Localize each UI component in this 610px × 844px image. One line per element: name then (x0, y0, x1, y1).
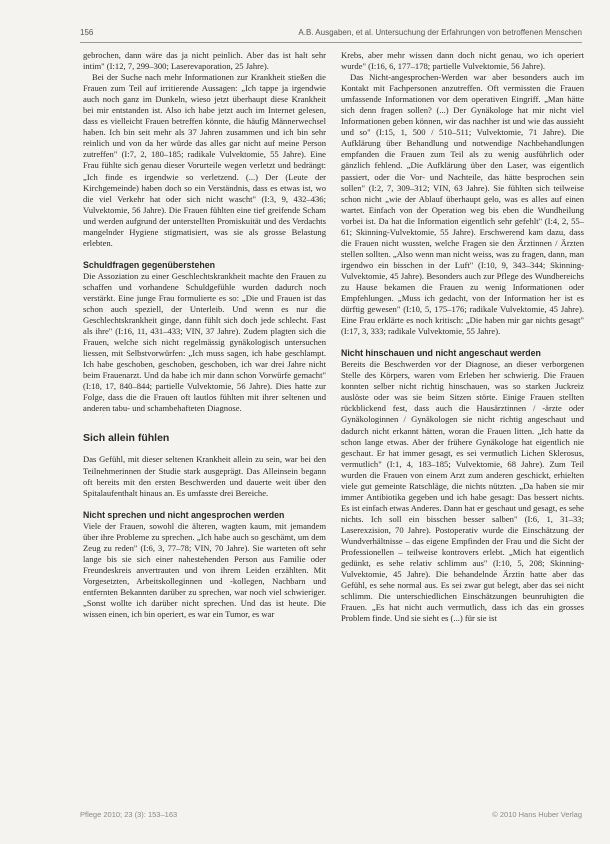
subheading-nicht-hinschauen: Nicht hinschauen und nicht angeschaut werden (341, 348, 541, 359)
paragraph: gebrochen, dann wäre das ja nicht peinlich. Aber das ist halt sehr intim" (I:12, 7, 299–300; Laserevaporation, 25 Jahre). (83, 50, 326, 72)
right-column (341, 50, 584, 624)
paragraph: Viele der Frauen, sowohl die älteren, wagten kaum, mit jemandem über ihre Probleme zu sprechen. „Ich habe auch so geschämt, um dem Zeug zu reden" (I:6, 3, 77–78; VIN, 70 Jahre). Sie warteten oft sehr lange bis sie sich einer nahestehenden Person aus Familie oder Freundeskreis anvertrauten und von ihrem Leiden erzählten. Mit Vorgesetzten, Arbeitskolleginnen und -kollegen, Nachbarn und entfernten Bekannten darüber zu sprechen, war noch viel schwieriger. „Sonst wollte ich darüber nicht sprechen. Und das ist heute. Die wissen einen, ich bin operiert, es war ein Tumor, es war (83, 520, 326, 620)
publisher-note: © 2010 Hans Huber Verlag (492, 810, 582, 819)
section-heading-allein: Sich allein fühlen (83, 432, 170, 445)
paragraph: Bereits die Beschwerden vor der Diagnose, an dieser verborgenen Stelle des Körpers, waren vom Erleben her schwierig. Die Frauen konnten selber nicht richtig hinschauen, was so starken Juckreiz auslöste oder was sie beim Sitzen störte. Einige Frauen stellten rückblickend fest, dass auch die Hausärztinnen / -ärzte oder Gynäkologinnen / Gynäkologen sie nicht richtig angeschaut und dadurch nicht erkannt hätten, woran die Frauen litten. „Ich hatte da schon lange etwas. Aber der frühere Gynäkologe hat eigentlich nie geschaut. Er hat immer gesagt, es sei vermutlich Lichen Sklerosus, vermutlich" (I:1, 4, 183–185; Vulvektomie, 68 Jahre). Zum Teil wurden die Frauen von einem Arzt zum anderen geschickt, erhielten viele gut gemeinte Ratschläge, die nichts nützten. „Da haben sie mir immer Antibiotika gegeben und ich habe gesagt: Das bessert nichts. Es ist einfach etwas Anderes. Dann hat er geschaut und gesagt, es sehe nichts. Ich soll ein bisschen besser salben" (I:6, 1, 31–33; Laserexzision, 70 Jahre). Postoperativ wurde die Einschätzung der Wundverhältnisse – das eigene Empfinden der Frau und die Sicht der Professionellen – teilweise kontrovers erlebt. „Mich hat eigentlich gedünkt, es sehe relativ schlimm aus" (I:10, 5, 208; Skinning-Vulvektomie, 45 Jahre). Die behandelnde Ärztin hatte aber das Gefühl, es sehe normal aus. Es sei zwar gut belegt, aber das sei nicht schlimm. Die unterschiedlichen Einschätzungen beunruhigten die Frauen. „Es hat nicht auch vermutlich, dass ich das ein grosses Problem finde. Und sie sieht es (...) für sie ist (341, 359, 584, 624)
journal-citation: Pflege 2010; 23 (3): 153–163 (80, 810, 178, 819)
page-header (80, 28, 582, 43)
running-title: A.B. Ausgaben, et al. Untersuchung der Erfahrungen von betroffenen Menschen (298, 28, 582, 37)
paragraph: Die Assoziation zu einer Geschlechtskrankheit machte den Frauen zu schaffen und vorhandene Schuldgefühle wurden dadurch noch verstärkt. Eine junge Frau formulierte es so: „Die und Frauen ist das schon auch speziell, der Unterleib. Und wenn es nur die Geschlechtskrankheit ginge, dann fühlt sich doch jede schlecht. Fast als ihre" (I:16, 11, 431–433; VIN, 37 Jahre). Zudem plagten sich die Frauen, welche sich nicht regelmässig gynäkologisch untersuchen liessen, mit Selbstvorwürfen: „Ich muss sagen, ich habe geschlampt. Ich habe geschoben, geschoben, geschoben, ich war drei Jahre nicht beim Frauenarzt. Und da habe ich mir dann schon Vorwürfe gemacht" (I:18, 17, 840–844; partielle Vulvektomie, 56 Jahre). Dies hatte zur Folge, dass die die Frauen oft lautlos fühlten mit ihrer seltenen und anderen tabu- und schambehafteten Diagnose. (83, 270, 326, 414)
left-column (83, 50, 326, 620)
paragraph: Krebs, aber mehr wissen dann doch nicht genau, wo ich operiert wurde" (I:16, 6, 177–178; partielle Vulvektomie, 56 Jahre). (341, 50, 584, 72)
subheading-nicht-sprechen: Nicht sprechen und nicht angesprochen werden (83, 509, 285, 520)
page-footer (80, 810, 582, 822)
paragraph: Das Nicht-angesprochen-Werden war aber besonders auch im Kontakt mit Fachpersonen anzutreffen. Oft vermissten die Frauen umfassende Informationen vor dem operativen Eingriff. „Man hätte sich denn fragen sollen? (...) Der Gynäkologe hat mir nicht viel Informationen geben können, wir das nachher ist und wie das aussieht und so" (I:15, 1, 500 / 510–511; Vulvektomie, 71 Jahre). Die Aufklärung über Behandlung und notwendige Nachbehandlungen empfanden die Frauen zum Teil als zu wenig ausführlich oder gänzlich fehlend. „Die Aufklärung über den Laser, was eigentlich passiert, oder die Vor- und Nachteile, das hätte besprochen sein sollen" (I:2, 7, 309–312; VIN, 63 Jahre). Sie fühlten sich teilweise schon nicht „wie der Ablauf überhaupt gelo, was es alles auf einen wartet. Einfach von der Operation weg bis eben die Wundheilung vorbei ist. Da hat die Information eigentlich sehr gefehlt" (I:4, 2, 55–61; Skinning-Vulvektomie, 55 Jahre). Erschwerend kam dazu, dass die Frauen nicht wussten, welche Fragen sie den Ärztinnen / Ärzten stellen sollten. „Also wenn man nicht weiss, was zu fragen, dann, man irgendwo ein bisschen in der Luft" (I:10, 9, 343–344; Skinning-Vulvektomie, 45 Jahre). Besonders auch zur Pflege des Wundbereichs zu Hause bekamen die Frauen zu wenig Informationen oder Empfehlungen. „Muss ich gedacht, von der Information her ist es dürftig gewesen" (I:10, 5, 175–176; radikale Vulvektomie, 45 Jahre). Eine Frau erklärte es noch kritisch: „Die haben mir gar nichts gesagt" (I:17, 3, 333; radikale Vulvektomie, 55 Jahre). (341, 72, 584, 337)
subheading-schuldfragen: Schuldfragen gegenüberstehen (83, 259, 215, 270)
paragraph: Das Gefühl, mit dieser seltenen Krankheit allein zu sein, war bei den Teilnehmerinnen der Studie stark ausgeprägt. Das Alleinsein begann oft bereits mit den ersten Beschwerden und dauerte weit über den Spitalaufenthalt hinaus an. Es umfasste drei Bereiche. (83, 454, 326, 498)
paragraph: Bei der Suche nach mehr Informationen zur Krankheit stießen die Frauen zum Teil auf irritierende Aussagen: „Ich tappe ja irgendwie auch noch ganz im Dunkeln, wieso jetzt überhaupt diese Krankheit bei mir entstanden ist. Also ich habe jetzt auch im Internet gelesen, dass es vielleicht Frauen betreffen könnte, die häufig Männerwechsel haben. Ich bin seit mehr als 37 Jahren zusammen und ich bin sehr reinlich und von da her würde das alles gar nicht auf meine Person zutreffen" (I:7, 2, 180–185; radikale Vulvektomie, 55 Jahre). Eine Frau fühlte sich genau dieser Vorurteile wegen verletzt und bedrängt: „Ich finde es irgendwie so verletzend. (...) Der (Leute der Kirchgemeinde) haben doch so ein Verständnis, dass es etwas ist, wo die viel Verkehr hat oder sich nicht wascht" (I:3, 9, 432–436; Vulvektomie, 56 Jahre). Die Frauen fühlten eine tief greifende Scham und werden aufgrund der unterstellten Promiskuität und des Verdachts mangelnder Hygiene stigmatisiert, was sie als grosse Belastung erlebten. (83, 72, 326, 248)
page-number: 156 (80, 28, 94, 37)
